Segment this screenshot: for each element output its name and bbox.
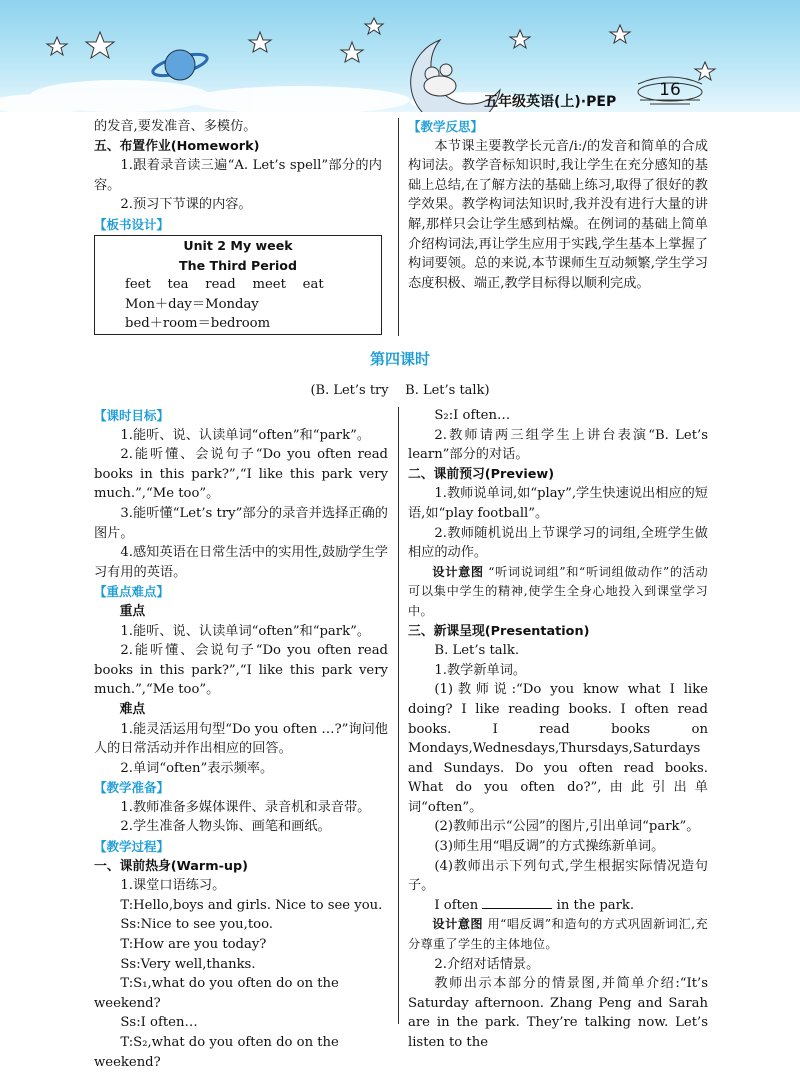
planet-icon [151, 50, 209, 80]
design-intent-text: 用“唱反调”和造句的方式巩固新词汇,充分尊重了学生的主体地位。 [408, 917, 708, 952]
paragraph: 2.学生准备人物头饰、画笔和画纸。 [120, 819, 331, 835]
blank-sentence-start: I often [434, 897, 479, 913]
paragraph: (3)师生用“唱反调”的方式操练新单词。 [434, 839, 665, 855]
paragraph: 1.跟着录音读三遍“A. Let’s spell”部分的内容。 [94, 158, 382, 193]
top-right-column [408, 117, 708, 293]
paragraph: 3.能听懂“Let’s try”部分的录音并选择正确的图片。 [94, 505, 388, 541]
blank-sentence-end: in the park. [556, 897, 635, 913]
design-intent [408, 915, 708, 954]
design-intent-label: 设计意图 [432, 564, 484, 579]
column-divider [398, 407, 399, 1024]
dialogue-line: Ss:Nice to see you,too. [120, 917, 273, 933]
section-heading: 三、新课呈现(Presentation) [408, 623, 590, 639]
star-icon [47, 18, 715, 80]
paragraph: 1.教师说单词,如“play”,学生快速说出相应的短语,如“play football”。 [408, 486, 708, 521]
section-heading: 二、课前预习(Preview) [408, 466, 555, 482]
paragraph: 2.能听懂、会说句子“Do you often read books in this park?”,“I like this park very much.”,“Me too”。 [94, 447, 388, 502]
page-header [0, 0, 800, 112]
dialogue-line: T:Hello,boys and girls. Nice to see you. [120, 897, 383, 913]
section-tag: 【教学反思】 [408, 119, 484, 134]
paragraph: 教师出示本部分的情景图,并简单介绍:“It’s Saturday afternoon. Zhang Peng and Sarah are in the park. They’re talking now. Let’s listen to the [408, 976, 708, 1050]
paragraph: 1.教师准备多媒体课件、录音机和录音带。 [120, 799, 371, 815]
board-words: feet tea read meet eat [125, 277, 324, 293]
paragraph: (1)教师说:“Do you know what I like doing? I like reading books. I often read books. I read books on Mondays,Wednesdays,Thursdays,Saturdays and Sundays. Do you often read books. What do you often do?”,由此引出单词“often”。 [408, 682, 708, 815]
section-heading: 五、布置作业(Homework) [94, 138, 260, 154]
paragraph: 2.教师请两三组学生上讲台表演“B. Let’s learn”部分的对话。 [408, 427, 708, 463]
blank-line [482, 896, 552, 909]
design-intent-text: “听词说词组”和“听词组做动作”的活动可以集中学生的精神,使学生全身心地投入到课堂学习中。 [408, 564, 709, 618]
top-left-column [94, 117, 382, 235]
paragraph: 2.能听懂、会说句子“Do you often read books in this park?”,“I like this park very much.”,“Me too”。 [94, 643, 388, 698]
paragraph: 1.能听、说、认读单词“often”和“park”。 [120, 427, 371, 443]
lesson-subtitle: (B. Let’s try B. Let’s talk) [310, 383, 490, 398]
paragraph: 1.课堂口语练习。 [120, 878, 226, 894]
subheading: 重点 [119, 603, 146, 619]
section-tag: 【教学准备】 [94, 780, 170, 796]
dialogue-line: S₂:I often… [434, 408, 511, 423]
paragraph: 1.能听、说、认读单词“often”和“park”。 [120, 623, 371, 639]
reflection-text: 本节课主要教学长元音/iː/的发音和简单的合成构词法。教学音标知识时,我让学生在充分感知的基础上总结,在了解方法的基础上练习,取得了很好的教学效果。教学构词法知识时,我并没有进行大量的讲解,那样只会让学生感到枯燥。在例词的基础上简单介绍构词法,再让学生应用于实践,学生基本上掌握了构词要领。总的来说,本节课师生互动频繁,学生学习态度积极、端正,教学目标得以顺利完成。 [408, 138, 708, 291]
dialogue-line: Ss:I often… [120, 1015, 198, 1031]
section-tag: 【课时目标】 [94, 408, 170, 423]
dialogue-line: T:How are you today? [120, 937, 267, 953]
paragraph: (4)教师出示下列句式,学生根据实际情况造句子。 [408, 858, 708, 894]
dialogue-line: T:S₁,what do you often do on the weekend? [94, 976, 339, 1011]
section-tag: 【教学过程】 [94, 839, 170, 855]
subheading: 难点 [119, 701, 146, 717]
section-tag: 【重点难点】 [94, 584, 170, 600]
column-divider [398, 118, 399, 336]
dialogue-line: Ss:Very well,thanks. [120, 956, 256, 972]
paragraph: 2.预习下节课的内容。 [120, 197, 252, 213]
design-intent [408, 563, 708, 622]
lesson-title: 第四课时 [369, 350, 430, 368]
fill-blank-sentence [408, 896, 708, 916]
page-number: 16 [659, 80, 681, 100]
paragraph: 2.介绍对话情景。 [434, 956, 540, 972]
paragraph: 1.能灵活运用句型“Do you often …?”询问他人的日常活动并作出相应的回答。 [94, 721, 388, 757]
bottom-left-column [94, 406, 388, 1072]
board-equation: Mon＋day＝Monday [125, 296, 259, 312]
book-title: 五年级英语(上)·PEP [484, 94, 617, 110]
dialogue-line: T:S₂,what do you often do on the weekend? [94, 1035, 339, 1070]
paragraph: (2)教师出示“公园”的图片,引出单词“park”。 [434, 819, 700, 835]
text-line: 的发音,要发准音、多模仿。 [94, 119, 257, 134]
paragraph: 2.单词“often”表示频率。 [120, 760, 274, 776]
board-design-box [94, 235, 382, 335]
board-equation: bed＋room＝bedroom [125, 316, 271, 332]
board-subtitle: The Third Period [179, 257, 297, 273]
design-intent-label: 设计意图 [432, 917, 484, 932]
paragraph: 2.教师随机说出上节课学习的词组,全班学生做相应的动作。 [408, 525, 708, 561]
section-heading: 一、课前热身(Warm-up) [94, 858, 248, 874]
board-title: Unit 2 My week [183, 238, 293, 253]
section-tag: 【板书设计】 [94, 216, 170, 232]
bottom-right-column [408, 406, 708, 1053]
paragraph: B. Let’s talk. [434, 643, 520, 659]
paragraph: 4.感知英语在日常生活中的实用性,鼓励学生学习有用的英语。 [94, 545, 388, 580]
paragraph: 1.教学新单词。 [434, 662, 527, 678]
